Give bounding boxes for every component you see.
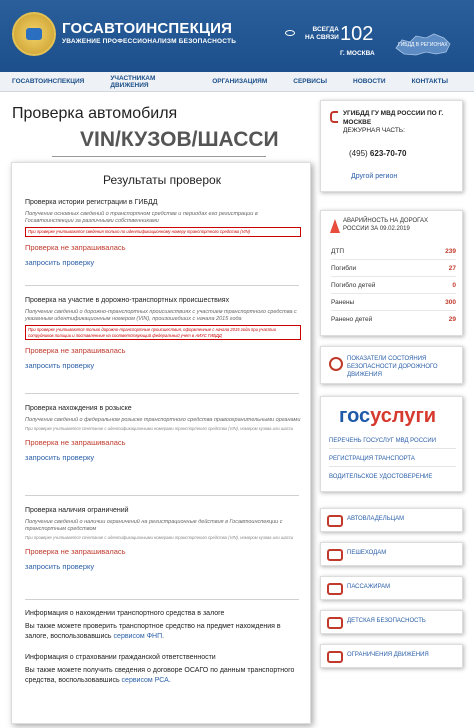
phone-number: 623-70-70 [369,149,407,158]
phone-code: (495) [349,149,368,158]
accident-label: Погибли [331,265,357,272]
pledge-title: Информация о нахождении транспортного средства в залоге [25,610,225,617]
nav-item-contacts[interactable]: КОНТАКТЫ [411,78,448,85]
gosuslugi-box [320,396,463,492]
check-status: Проверка не запрашивалась [25,437,126,447]
gosuslugi-link-license[interactable]: ВОДИТЕЛЬСКОЕ УДОСТОВЕРЕНИЕ [329,474,433,480]
accidents-title-line2: РОССИИ ЗА 09.02.2019 [343,226,410,232]
section-divider [25,285,299,286]
duty-label: ДЕЖУРНАЯ ЧАСТЬ: [343,127,405,134]
pledge-text-body: Вы также можете проверить транспортное средство на предмет нахождения в залоге, воспользовавшись [25,623,281,640]
nav-box-child-safety[interactable] [320,610,463,634]
child-seat-icon [327,617,343,629]
osago-title: Информация о страховании гражданской ответственности [25,654,216,661]
accident-label: Ранены [331,299,355,306]
gosuslugi-logo[interactable] [339,405,436,428]
other-region-link[interactable]: Другой регион [351,173,398,180]
main-nav [0,72,474,92]
traffic-cone-icon [330,219,340,233]
accident-row-children-killed [331,277,456,294]
check-restrictions [25,507,301,571]
indicators-link[interactable] [347,355,438,379]
accident-label: ДТП [331,248,345,255]
indicators-line2: БЕЗОПАСНОСТИ ДОРОЖНОГО [347,364,438,370]
accident-row-injured [331,294,456,311]
check-status: Проверка не запрашивалась [25,546,126,556]
hotline-number[interactable]: 102 [340,23,374,45]
fnp-service-link[interactable]: сервисом ФНП. [113,633,165,640]
eye-icon [285,30,295,36]
request-check-link[interactable]: запросить проверку [25,452,95,462]
gibdd-name: УГИБДД ГУ МВД РОССИИ ПО Г. МОСКВЕ [343,110,444,126]
city-label: Г. МОСКВА [340,50,375,57]
pledge-text [25,622,301,642]
gosuslugi-logo-part2: услуги [370,405,437,427]
osago-text-body: Вы также можете получить сведения о договоре ОСАГО по данным транспортного средства, воспользовавшись [25,667,295,684]
page-title: Проверка автомобиля [12,105,178,122]
accident-label: Ранено детей [331,316,373,323]
accident-row-children-injured [331,311,456,328]
request-check-link[interactable]: запросить проверку [25,361,95,370]
section-description: Получение основных сведений о транспортном средстве и периодах его регистрации в Госавтоинспекции за различными собственниками [25,211,258,224]
accident-value: 239 [445,248,456,255]
car-icon [327,515,343,527]
section-title: Проверка нахождения в розыске [25,405,132,412]
section-note: При проверке учитываются сведения только по идентификационному номеру транспортного средства (VIN) [25,227,301,237]
check-registration-history [25,199,301,267]
osago-text [25,666,301,686]
always-line1: ВСЕГДА [312,26,339,33]
gosuslugi-link-list[interactable]: ПЕРЕЧЕНЬ ГОСУСЛУГ МВД РОССИИ [329,433,456,449]
request-check-link[interactable]: запросить проверку [25,257,95,267]
accident-value: 27 [448,265,456,272]
gibdd-emblem-icon[interactable] [12,12,56,56]
vin-title: VIN/КУЗОВ/ШАССИ [80,128,279,151]
section-description: Получение сведений о дорожно-транспортных происшествиях с участием транспортного средства с указанным идентификационным номером (VIN), произошедших с начала 2015 года [25,309,297,322]
accident-value: 300 [445,299,456,306]
site-header [0,0,474,72]
section-title: Проверка на участие в дорожно-транспортных происшествиях [25,297,230,304]
nav-item-participants[interactable]: УЧАСТНИКАМ ДВИЖЕНИЯ [110,74,156,89]
nav-box-label[interactable]: АВТОВЛАДЕЛЬЦАМ [347,516,405,522]
nav-item-gosavtoinspekciya[interactable]: ГОСАВТОИНСПЕКЦИЯ [12,78,85,85]
nav-box-label[interactable]: ОГРАНИЧЕНИЯ ДВИЖЕНИЯ [347,652,429,658]
nav-box-label[interactable]: ПАССАЖИРАМ [347,584,391,590]
accident-label: Погибло детей [331,282,376,289]
passenger-icon [327,583,343,595]
section-divider [25,495,299,496]
always-line2: НА СВЯЗИ [305,34,339,41]
pedestrian-icon [327,549,343,561]
section-title: Проверка наличия ограничений [25,507,129,514]
contacts-box [320,100,463,192]
nav-box-car-owners[interactable] [320,508,463,532]
accidents-title[interactable] [343,217,428,233]
section-divider [25,599,299,600]
rsa-service-link[interactable]: сервисом РСА. [121,677,171,684]
accident-value: 0 [452,282,456,289]
nav-box-passengers[interactable] [320,576,463,600]
section-description: Получение сведений о федеральном розыске транспортного средства правоохранительными органами [25,417,301,423]
nav-item-services[interactable]: СЕРВИСЫ [293,78,328,85]
brand-subtitle: УВАЖЕНИЕ ПРОФЕССИОНАЛИЗМ БЕЗОПАСНОСТЬ [62,38,237,45]
accident-row-dtp [331,243,456,260]
section-note: При проверке учитываются только дорожно-транспортные происшествия, оформленные с начала 2015 года при участии сотрудников полиции и поставленные на соответствующий федеральный учет в АИУС ГИБДД [25,325,301,340]
pledge-info [25,609,301,642]
osago-info [25,653,301,686]
duty-phone[interactable] [349,149,406,158]
section-divider [25,393,299,394]
accidents-title-line1: АВАРИЙНОСТЬ НА ДОРОГАХ [343,218,428,224]
results-title: Результаты проверок [103,173,221,187]
indicators-line1: ПОКАЗАТЕЛИ СОСТОЯНИЯ [347,356,427,362]
nav-box-traffic-restrictions[interactable] [320,644,463,668]
indicators-line3: ДВИЖЕНИЯ [347,372,382,378]
indicators-box[interactable] [320,346,463,384]
traffic-cone-icon [327,651,343,663]
gosuslugi-link-registration[interactable]: РЕГИСТРАЦИЯ ТРАНСПОРТА [329,451,456,467]
nav-box-pedestrians[interactable] [320,542,463,566]
gosuslugi-logo-part1: гос [339,405,371,427]
indicators-icon [329,357,343,371]
nav-item-organizations[interactable]: ОРГАНИЗАЦИЯМ [212,78,268,85]
always-connected-label [305,26,339,42]
nav-item-news[interactable]: НОВОСТИ [353,78,386,85]
nav-box-label[interactable]: ПЕШЕХОДАМ [347,550,387,556]
section-description: Получение сведений о наличии ограничений на регистрационные действия в Госавтоинспекции с транспортным средством [25,519,283,532]
brand-title[interactable]: ГОСАВТОИНСПЕКЦИЯ [62,20,233,37]
check-status: Проверка не запрашивалась [25,346,126,355]
request-check-link[interactable]: запросить проверку [25,561,95,571]
regions-label[interactable]: ГИБДД В РЕГИОНАХ [398,42,448,48]
results-card [11,162,311,724]
title-divider [52,156,266,157]
check-wanted [25,405,301,462]
check-accidents [25,297,301,370]
accident-row-killed [331,260,456,277]
accident-value: 29 [448,316,456,323]
section-note: При проверке учитывается сочетание с идентификационными номерами транспортного средства (VIN), номером кузова или шасси [25,426,294,431]
accidents-box [320,210,463,336]
nav-box-label[interactable]: ДЕТСКАЯ БЕЗОПАСНОСТЬ [347,618,426,624]
phone-icon [330,111,338,123]
check-status: Проверка не запрашивалась [25,242,126,252]
section-note: При проверке учитывается сочетание с идентификационными номерами транспортного средства (VIN), номером кузова или шасси [25,535,294,540]
section-title: Проверка истории регистрации в ГИБДД [25,199,158,206]
